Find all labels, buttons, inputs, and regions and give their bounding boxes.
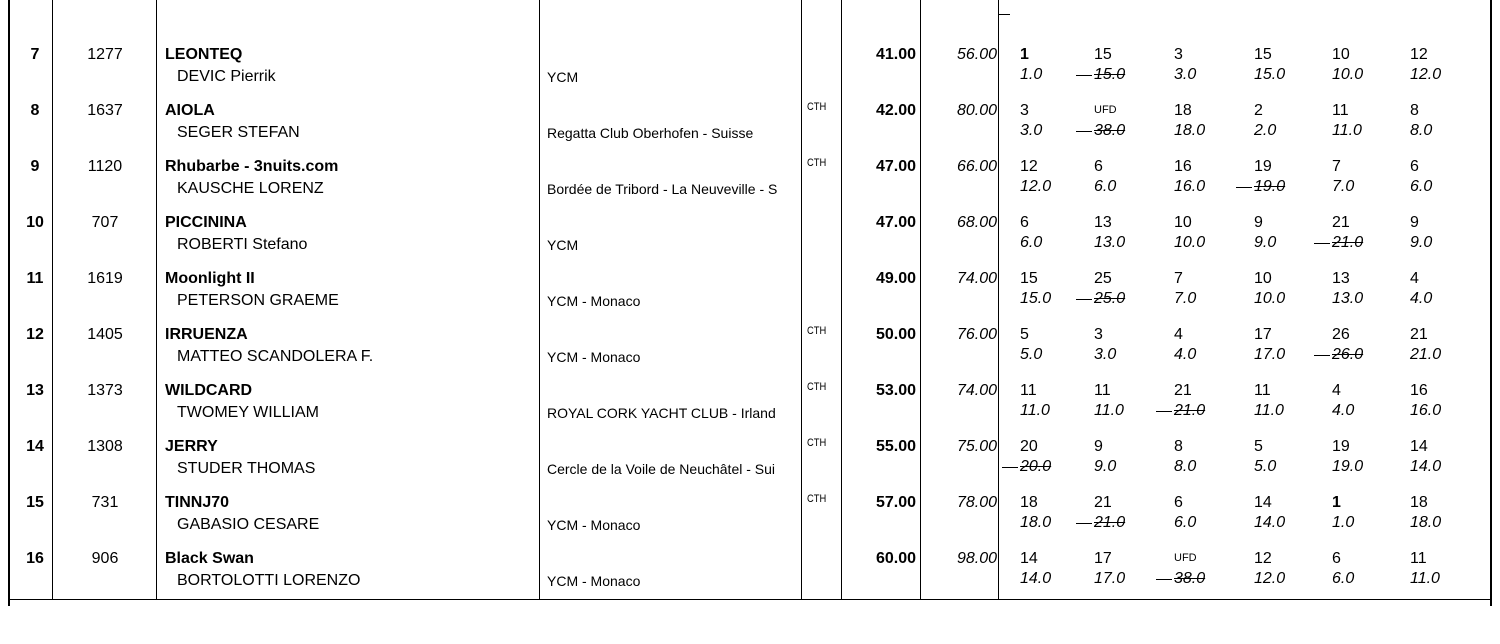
race-points: 18.0: [1410, 514, 1442, 531]
rank-cell: 10: [26, 214, 44, 231]
race-place: 15: [1254, 46, 1272, 63]
race-points: 38.0: [1174, 570, 1206, 587]
race-points: 11.0: [1332, 122, 1362, 139]
rank-cell: 11: [26, 270, 44, 287]
race-points: 8.0: [1174, 458, 1197, 475]
discard-strike-lead: [1314, 243, 1330, 244]
club-name: YCM - Monaco: [547, 349, 641, 365]
race-points: 19.0: [1254, 178, 1286, 195]
race-place: 4: [1410, 270, 1419, 287]
rank-cell: 12: [26, 326, 44, 343]
race-points: 21.0: [1332, 234, 1364, 251]
net-points-cell: 55.00: [875, 438, 916, 455]
race-points: 1.0: [1020, 66, 1043, 83]
race-place: 10: [1174, 214, 1192, 231]
race-place: UFD: [1094, 104, 1117, 116]
race-points: 11.0: [1020, 402, 1050, 419]
race-points: 19.0: [1332, 458, 1364, 475]
race-place: 10: [1254, 270, 1272, 287]
race-points: 9.0: [1410, 234, 1433, 251]
race-place: 20: [1020, 438, 1038, 455]
skipper-name: MATTEO SCANDOLERA F.: [177, 348, 374, 365]
race-place: 7: [1174, 270, 1183, 287]
rank-cell: 8: [30, 102, 40, 119]
race-place: 9: [1094, 438, 1103, 455]
race-place: 25: [1094, 270, 1112, 287]
category-badge: CTH: [807, 437, 827, 449]
table-row: [0, 430, 1500, 486]
race-points: 10.0: [1174, 234, 1206, 251]
race-points: 17.0: [1254, 346, 1286, 363]
skipper-name: PETERSON GRAEME: [177, 292, 339, 309]
race-place: 5: [1020, 326, 1029, 343]
race-points: 15.0: [1020, 290, 1052, 307]
club-name: Cercle de la Voile de Neuchâtel - Sui: [547, 461, 776, 477]
total-points-cell: 56.00: [956, 46, 997, 63]
race-points: 18.0: [1020, 514, 1052, 531]
race-points: 8.0: [1410, 122, 1433, 139]
race-place: 15: [1094, 46, 1112, 63]
boat-name: IRRUENZA: [165, 326, 248, 343]
category-badge: CTH: [807, 101, 827, 113]
total-points-cell: 68.00: [956, 214, 997, 231]
race-points: 4.0: [1174, 346, 1197, 363]
race-points: 6.0: [1094, 178, 1117, 195]
table-row: [0, 206, 1500, 262]
race-place: 18: [1410, 494, 1428, 511]
race-points: 20.0: [1020, 458, 1052, 475]
race-place: 2: [1254, 102, 1263, 119]
skipper-name: DEVIC Pierrik: [177, 68, 276, 85]
race-place: 5: [1254, 438, 1263, 455]
race-points: 6.0: [1020, 234, 1043, 251]
table-row: [0, 374, 1500, 430]
category-badge: CTH: [807, 325, 827, 337]
race-place: 12: [1020, 158, 1038, 175]
discard-strike-lead: [1076, 75, 1092, 76]
race-place: 3: [1094, 326, 1103, 343]
race-place: 21: [1332, 214, 1350, 231]
race-points: 25.0: [1094, 290, 1126, 307]
club-name: Regatta Club Oberhofen - Suisse: [547, 125, 754, 141]
race-place: 11: [1094, 382, 1111, 399]
table-row: [0, 542, 1500, 598]
skipper-name: ROBERTI Stefano: [177, 236, 308, 253]
net-points-cell: 60.00: [875, 550, 916, 567]
sail-number-cell: 707: [91, 214, 119, 231]
race-points: 17.0: [1094, 570, 1126, 587]
race-points: 9.0: [1254, 234, 1277, 251]
rank-cell: 14: [26, 438, 44, 455]
race-points: 12.0: [1254, 570, 1286, 587]
race-place: 16: [1410, 382, 1428, 399]
net-points-cell: 57.00: [875, 494, 916, 511]
skipper-name: SEGER STEFAN: [177, 124, 300, 141]
race-points: 4.0: [1410, 290, 1433, 307]
net-points-cell: 41.00: [875, 46, 916, 63]
race-points: 13.0: [1332, 290, 1364, 307]
race-place: 16: [1174, 158, 1192, 175]
category-badge: CTH: [807, 381, 827, 393]
sail-number-cell: 1637: [87, 102, 123, 119]
race-place: 17: [1094, 550, 1112, 567]
boat-name: JERRY: [165, 438, 218, 455]
sail-number-cell: 1308: [87, 438, 123, 455]
race-points: 38.0: [1094, 122, 1126, 139]
skipper-name: STUDER THOMAS: [177, 460, 316, 477]
boat-name: LEONTEQ: [165, 46, 243, 63]
sail-number-cell: 731: [91, 494, 119, 511]
race-place: 21: [1410, 326, 1428, 343]
race-points: 10.0: [1332, 66, 1364, 83]
sail-number-cell: 1619: [87, 270, 123, 287]
skipper-name: KAUSCHE LORENZ: [177, 180, 324, 197]
discard-strike-lead: [1156, 579, 1172, 580]
race-place: UFD: [1174, 552, 1197, 564]
net-points-cell: 47.00: [875, 214, 916, 231]
race-points: 11.0: [1254, 402, 1284, 419]
category-badge: CTH: [807, 493, 827, 505]
race-place: 11: [1254, 382, 1271, 399]
race-place: 19: [1254, 158, 1272, 175]
race-place: 4: [1332, 382, 1341, 399]
sail-number-cell: 1120: [87, 158, 123, 175]
race-points: 2.0: [1254, 122, 1277, 139]
sail-number-cell: 1373: [87, 382, 123, 399]
race-points: 21.0: [1174, 402, 1206, 419]
race-points: 6.0: [1332, 570, 1355, 587]
race-points: 18.0: [1174, 122, 1206, 139]
boat-name: Black Swan: [165, 550, 254, 567]
race-place: 14: [1020, 550, 1038, 567]
race-place: 14: [1410, 438, 1428, 455]
club-name: YCM - Monaco: [547, 517, 641, 533]
race-place: 6: [1174, 494, 1183, 511]
rank-cell: 15: [26, 494, 44, 511]
boat-name: WILDCARD: [165, 382, 253, 399]
sail-number-cell: 1405: [87, 326, 123, 343]
race-place: 21: [1094, 494, 1112, 511]
discard-strike-lead: [1156, 411, 1172, 412]
total-points-cell: 98.00: [956, 550, 997, 567]
race-place: 11: [1332, 102, 1349, 119]
race-points: 15.0: [1094, 66, 1126, 83]
rank-cell: 16: [26, 550, 44, 567]
net-points-cell: 50.00: [875, 326, 916, 343]
table-row: [0, 486, 1500, 542]
sail-number-cell: 906: [91, 550, 119, 567]
race-points: 9.0: [1094, 458, 1117, 475]
race-place: 8: [1410, 102, 1419, 119]
race-place: 11: [1020, 382, 1037, 399]
total-points-cell: 74.00: [956, 270, 997, 287]
race-points: 26.0: [1332, 346, 1364, 363]
net-points-cell: 53.00: [875, 382, 916, 399]
rank-cell: 13: [26, 382, 44, 399]
race-place: 6: [1410, 158, 1419, 175]
race-place: 14: [1254, 494, 1272, 511]
race-place: 6: [1332, 550, 1341, 567]
boat-name: AIOLA: [165, 102, 215, 119]
race-place: 9: [1410, 214, 1419, 231]
race-place: 9: [1254, 214, 1263, 231]
boat-name: TINNJ70: [165, 494, 230, 511]
race-points: 11.0: [1410, 570, 1440, 587]
race-place: 1: [1020, 46, 1029, 63]
race-place: 12: [1410, 46, 1428, 63]
race-place: 6: [1094, 158, 1103, 175]
club-name: YCM - Monaco: [547, 293, 641, 309]
boat-name: Rhubarbe - 3nuits.com: [165, 158, 339, 175]
table-bottom-border: [8, 599, 1492, 600]
race-place: 12: [1254, 550, 1272, 567]
race-points: 1.0: [1332, 514, 1355, 531]
race-place: 4: [1174, 326, 1183, 343]
race-place: 17: [1254, 326, 1272, 343]
table-row: [0, 150, 1500, 206]
club-name: Bordée de Tribord - La Neuveville - S: [547, 181, 778, 197]
race-points: 13.0: [1094, 234, 1126, 251]
table-row: [0, 38, 1500, 94]
discard-strike-lead: [1076, 523, 1092, 524]
category-badge: CTH: [807, 157, 827, 169]
discard-strike-lead: [1314, 355, 1330, 356]
club-name: YCM: [547, 69, 579, 85]
race-place: 3: [1020, 102, 1029, 119]
table-row: [0, 262, 1500, 318]
total-points-cell: 76.00: [956, 326, 997, 343]
net-points-cell: 42.00: [875, 102, 916, 119]
race-points: 3.0: [1174, 66, 1197, 83]
discard-strike-lead: [1002, 467, 1018, 468]
club-name: ROYAL CORK YACHT CLUB - Irland: [547, 405, 776, 421]
boat-name: PICCININA: [165, 214, 247, 231]
race-points: 12.0: [1020, 178, 1052, 195]
race-points: 21.0: [1410, 346, 1442, 363]
race-points: 7.0: [1332, 178, 1355, 195]
table-row: [0, 94, 1500, 150]
race-points: 16.0: [1174, 178, 1206, 195]
race-points: 14.0: [1020, 570, 1052, 587]
race-place: 18: [1174, 102, 1192, 119]
club-name: YCM: [547, 237, 579, 253]
table-top-fragment: [998, 14, 1010, 15]
race-place: 10: [1332, 46, 1350, 63]
race-place: 19: [1332, 438, 1350, 455]
sail-number-cell: 1277: [87, 46, 123, 63]
race-place: 26: [1332, 326, 1350, 343]
discard-strike-lead: [1236, 187, 1252, 188]
rank-cell: 9: [30, 158, 40, 175]
race-points: 5.0: [1020, 346, 1043, 363]
race-place: 1: [1332, 494, 1341, 511]
total-points-cell: 66.00: [956, 158, 997, 175]
race-place: 7: [1332, 158, 1341, 175]
race-points: 21.0: [1094, 514, 1126, 531]
race-place: 11: [1410, 550, 1427, 567]
total-points-cell: 75.00: [956, 438, 997, 455]
race-points: 12.0: [1410, 66, 1442, 83]
skipper-name: BORTOLOTTI LORENZO: [177, 572, 361, 589]
race-points: 10.0: [1254, 290, 1286, 307]
race-place: 13: [1094, 214, 1112, 231]
club-name: YCM - Monaco: [547, 573, 641, 589]
race-points: 16.0: [1410, 402, 1442, 419]
total-points-cell: 78.00: [956, 494, 997, 511]
total-points-cell: 80.00: [956, 102, 997, 119]
race-points: 11.0: [1094, 402, 1124, 419]
race-points: 14.0: [1254, 514, 1286, 531]
rank-cell: 7: [30, 46, 40, 63]
boat-name: Moonlight II: [165, 270, 255, 287]
race-points: 6.0: [1174, 514, 1197, 531]
race-points: 3.0: [1020, 122, 1043, 139]
skipper-name: GABASIO CESARE: [177, 516, 320, 533]
race-place: 15: [1020, 270, 1038, 287]
race-place: 18: [1020, 494, 1038, 511]
race-points: 7.0: [1174, 290, 1197, 307]
discard-strike-lead: [1076, 131, 1092, 132]
race-points: 5.0: [1254, 458, 1277, 475]
skipper-name: TWOMEY WILLIAM: [177, 404, 319, 421]
race-place: 13: [1332, 270, 1350, 287]
net-points-cell: 47.00: [875, 158, 916, 175]
race-points: 4.0: [1332, 402, 1355, 419]
total-points-cell: 74.00: [956, 382, 997, 399]
net-points-cell: 49.00: [875, 270, 916, 287]
race-points: 6.0: [1410, 178, 1433, 195]
race-points: 15.0: [1254, 66, 1286, 83]
race-place: 21: [1174, 382, 1192, 399]
race-points: 14.0: [1410, 458, 1442, 475]
race-place: 6: [1020, 214, 1029, 231]
discard-strike-lead: [1076, 299, 1092, 300]
race-points: 3.0: [1094, 346, 1117, 363]
race-place: 8: [1174, 438, 1183, 455]
table-row: [0, 318, 1500, 374]
race-place: 3: [1174, 46, 1183, 63]
